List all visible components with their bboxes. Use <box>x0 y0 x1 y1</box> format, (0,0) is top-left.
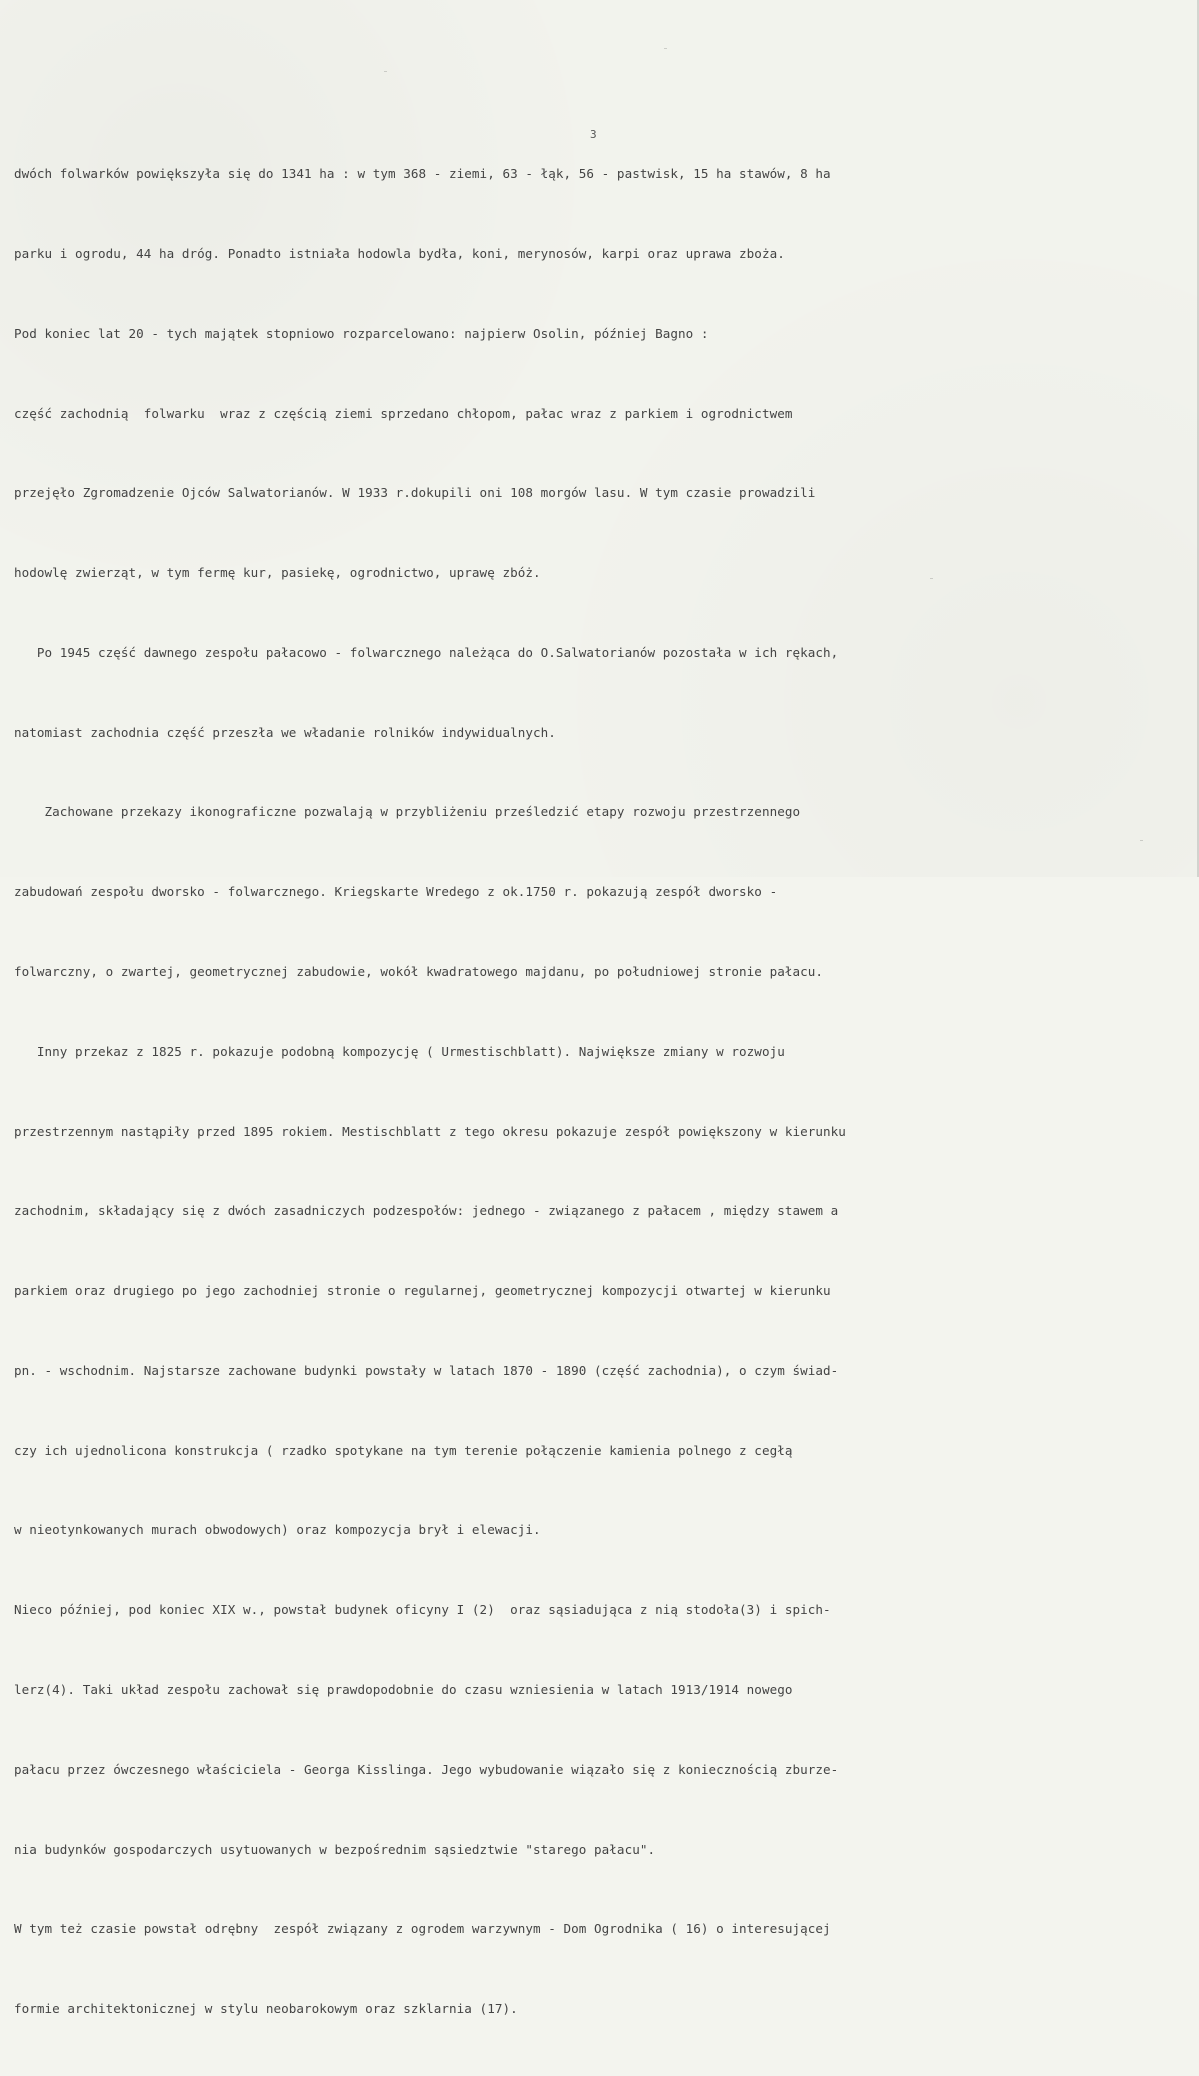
text-line-17: czy ich ujednolicona konstrukcja ( rzadko spotykane na tym terenie połączenie kamienia polnego z cegłą <box>14 1442 793 1458</box>
text-line-16: pn. - wschodnim. Najstarsze zachowane budynki powstały w latach 1870 - 1890 (część zachodnia), o czym świad- <box>14 1362 839 1378</box>
text-line-20: lerz(4). Taki układ zespołu zachował się prawdopodobnie do czasu wzniesienia w latach 1913/1914 nowego <box>14 1682 793 1698</box>
text-line-4: część zachodnią folwarku wraz z częścią ziemi sprzedano chłopom, pałac wraz z parkiem i ogrodnictwem <box>14 405 793 421</box>
text-line-18: w nieotynkowanych murach obwodowych) oraz kompozycja brył i elewacji. <box>14 1522 541 1538</box>
text-line-23: W tym też czasie powstał odrębny zespół związany z ogrodem warzywnym - Dom Ogrodnika ( 16) o interesującej <box>14 1921 831 1937</box>
text-line-19: Nieco później, pod koniec XIX w., powstał budynek oficyny I (2) oraz sąsiadująca z nią stodoła(3) i spich- <box>14 1602 831 1618</box>
text-line-15: parkiem oraz drugiego po jego zachodniej stronie o regularnej, geometrycznej kompozycji otwartej w kierunku <box>14 1283 831 1299</box>
text-line-1: dwóch folwarków powiększyła się do 1341 ha : w tym 368 - ziemi, 63 - łąk, 56 - pastwisk, 15 ha stawów, 8 ha <box>14 166 831 182</box>
text-line-24: formie architektonicznej w stylu neobarokowym oraz szklarnia (17). <box>14 2001 518 2017</box>
scan-speck <box>384 71 387 72</box>
subscript-note: 3 <box>590 128 597 141</box>
text-line-8: natomiast zachodnia część przeszła we władanie rolników indywidualnych. <box>14 724 556 740</box>
text-line-13: przestrzennym nastąpiły przed 1895 rokiem. Mestischblatt z tego okresu pokazuje zespół powiększony w kierunku <box>14 1123 846 1139</box>
text-line-9: Zachowane przekazy ikonograficzne pozwalają w przybliżeniu prześledzić etapy rozwoju przestrzennego <box>14 804 801 820</box>
text-line-2: parku i ogrodu, 44 ha dróg. Ponadto istniała hodowla bydła, koni, merynosów, karpi oraz uprawa zboża. <box>14 245 785 261</box>
text-line-12: Inny przekaz z 1825 r. pokazuje podobną kompozycję ( Urmestischblatt). Największe zmiany w rozwoju <box>14 1043 785 1059</box>
scan-speck <box>664 48 667 49</box>
text-line-3: Pod koniec lat 20 - tych majątek stopniowo rozparcelowano: najpierw Osolin, później Bagno : <box>14 325 709 341</box>
text-line-10: zabudowań zespołu dworsko - folwarcznego. Kriegskarte Wredego z ok.1750 r. pokazują zespół dworsko - <box>14 884 778 900</box>
scan-speck <box>1140 840 1143 841</box>
text-line-7: Po 1945 część dawnego zespołu pałacowo - folwarcznego należąca do O.Salwatorianów pozostała w ich rękach, <box>14 644 839 660</box>
scan-speck <box>930 578 933 579</box>
text-line-14: zachodnim, składający się z dwóch zasadniczych podzespołów: jednego - związanego z pałacem , między stawem a <box>14 1203 839 1219</box>
text-line-6: hodowlę zwierząt, w tym fermę kur, pasiekę, ogrodnictwo, uprawę zbóż. <box>14 565 541 581</box>
text-line-5: przejęło Zgromadzenie Ojców Salwatorianów. W 1933 r.dokupili oni 108 morgów lasu. W tym czasie prowadzili <box>14 485 816 501</box>
text-line-22: nia budynków gospodarczych usytuowanych w bezpośrednim sąsiedztwie "starego pałacu". <box>14 1841 656 1857</box>
document-body <box>14 108 1184 2076</box>
text-line-11: folwarczny, o zwartej, geometrycznej zabudowie, wokół kwadratowego majdanu, po południowej stronie pałacu. <box>14 964 823 979</box>
text-line-21: pałacu przez ówczesnego właściciela - Georga Kisslinga. Jego wybudowanie wiązało się z koniecznością zburze- <box>14 1761 839 1777</box>
